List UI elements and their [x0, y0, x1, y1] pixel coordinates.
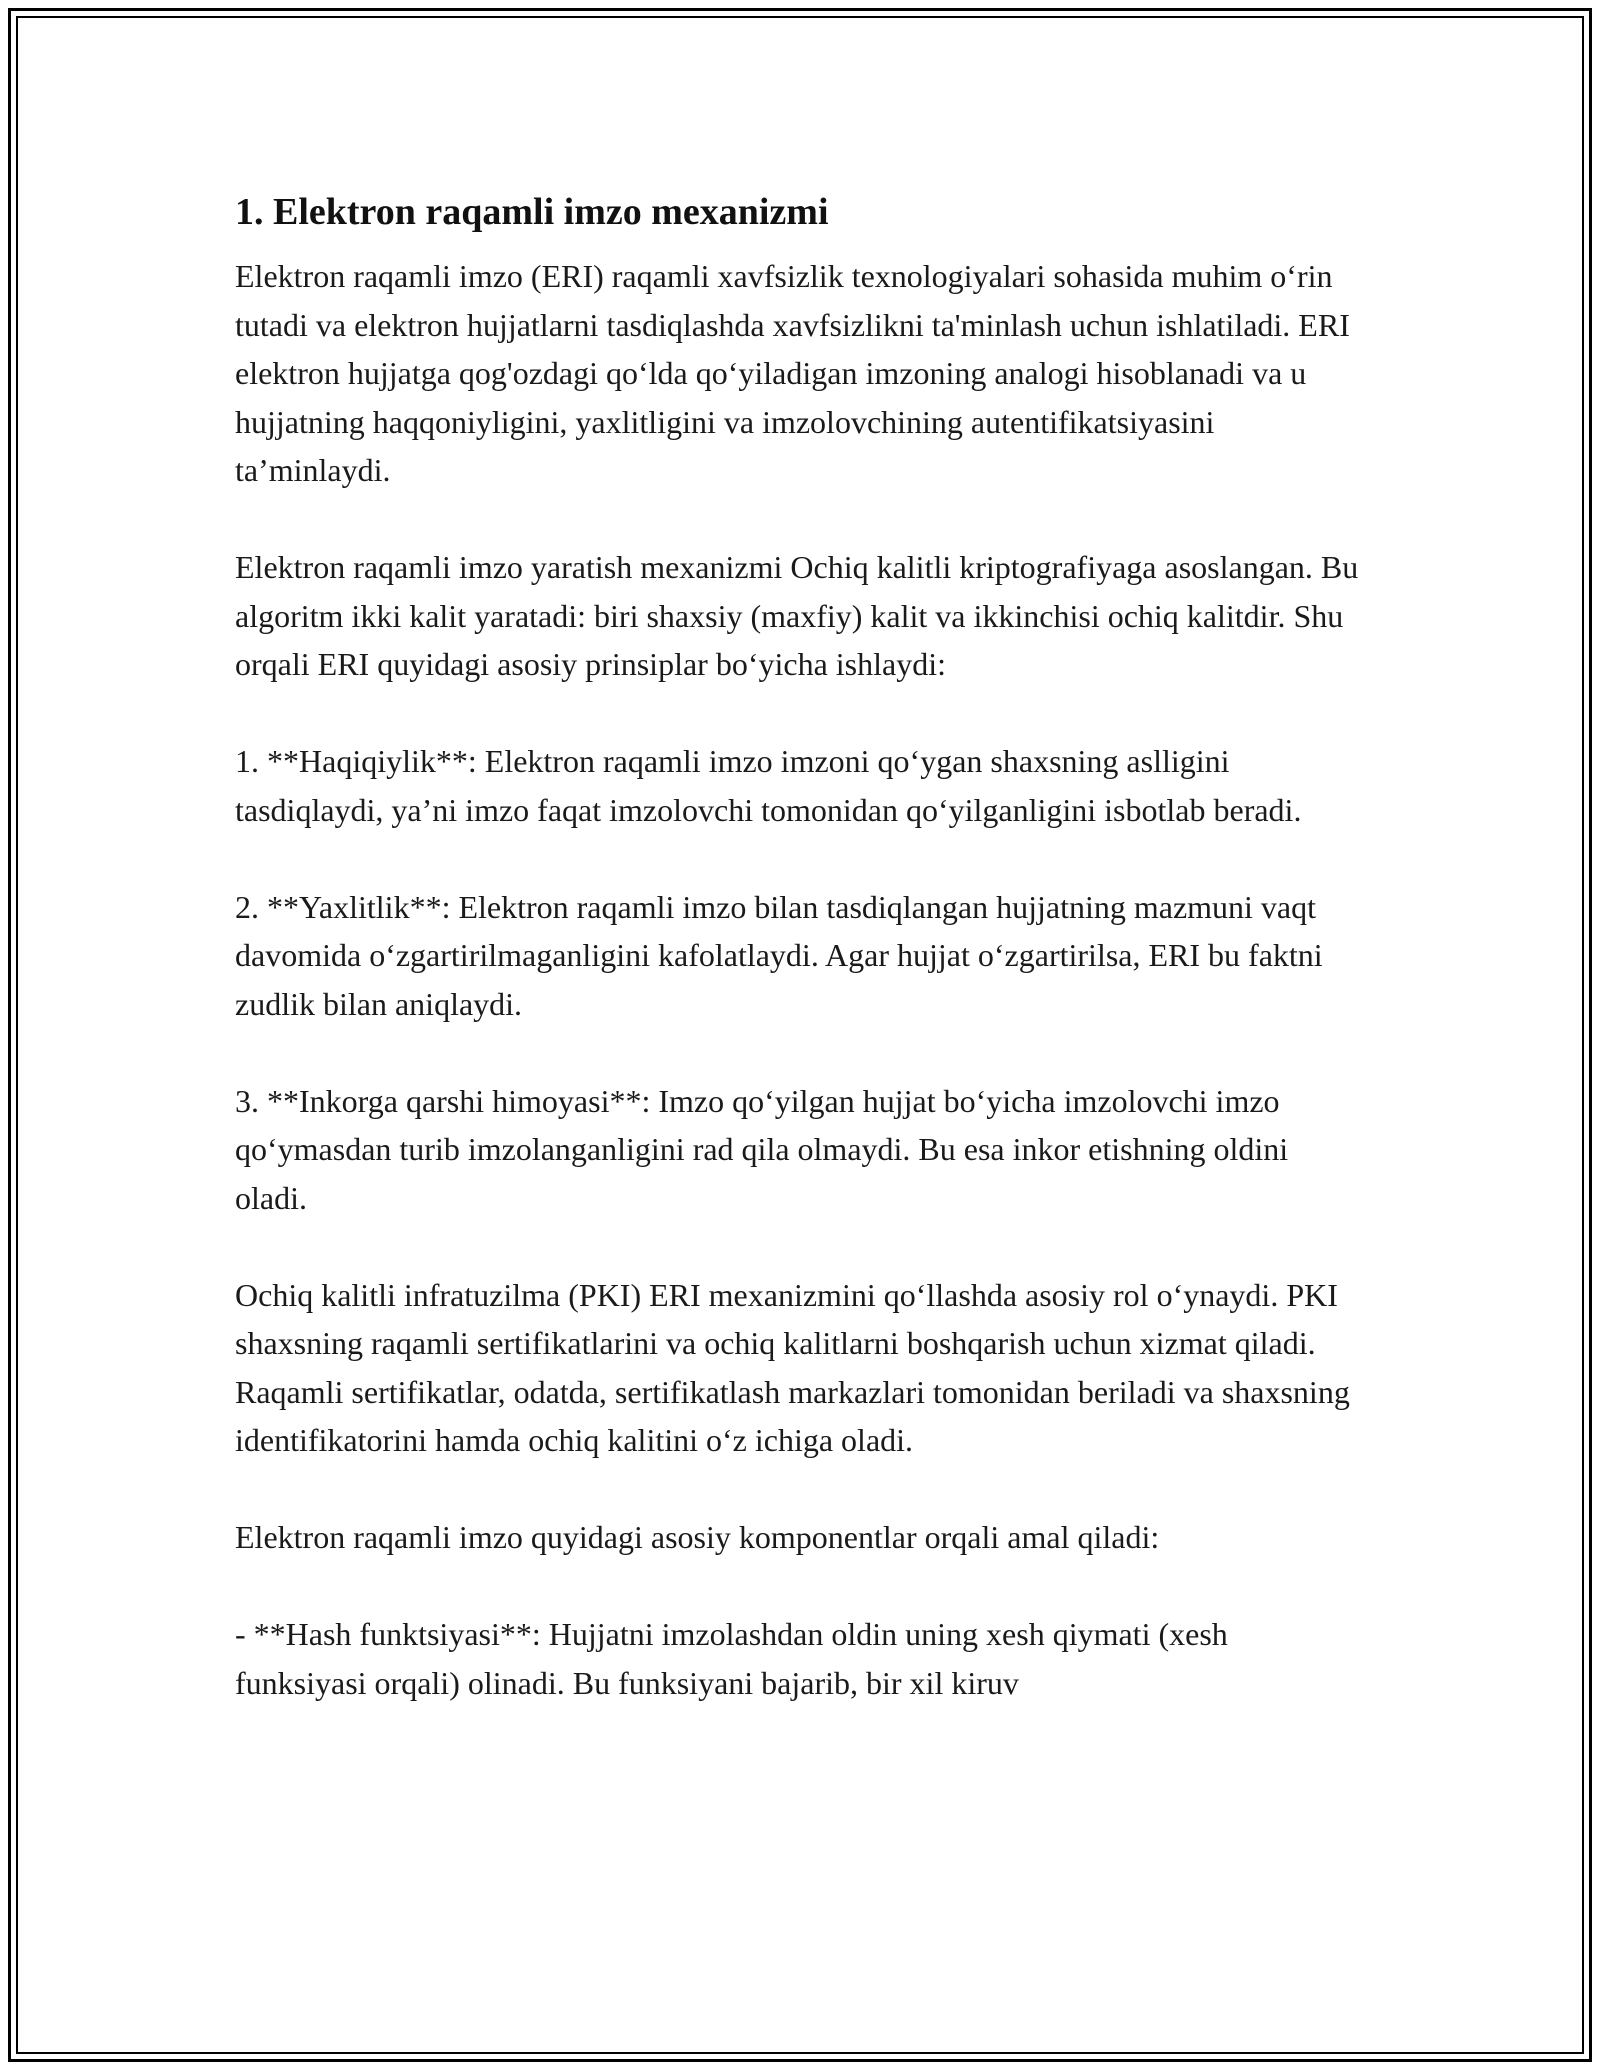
paragraph-components-intro: Elektron raqamli imzo quyidagi asosiy komponentlar orqali amal qiladi: — [235, 1519, 1160, 1555]
paragraph-hash-function: - **Hash funktsiyasi**: Hujjatni imzolashdan oldin uning xesh qiymati (xesh funksiyasi orqali) olinadi. Bu funksiyani bajarib, bir xil kiruv — [235, 1616, 1228, 1701]
document-body — [235, 184, 1365, 1707]
section-heading: 1. Elektron raqamli imzo mexanizmi — [235, 191, 829, 233]
paragraph-pki: Ochiq kalitli infratuzilma (PKI) ERI mexanizmini qo‘llashda asosiy rol o‘ynaydi. PKI shaxsning raqamli sertifikatlarini va ochiq kalitlarni boshqarish uchun xizmat qiladi. Raqamli sertifikatlar, odatda, sertifikatlash markazlari tomonidan beriladi va shaxsning identifikatorini hamda ochiq kalitini o‘z ichiga oladi. — [235, 1276, 1350, 1458]
paragraph-mechanism: Elektron raqamli imzo yaratish mexanizmi Ochiq kalitli kriptografiyaga asoslangan. Bu algoritm ikki kalit yaratadi: biri shaxsiy (maxfiy) kalit va ikkinchisi ochiq kalitdir. Shu orqali ERI quyidagi asosiy prinsiplar bo‘yicha ishlaydi: — [235, 549, 1359, 682]
paragraph-principle-non-repudiation: 3. **Inkorga qarshi himoyasi**: Imzo qo‘yilgan hujjat bo‘yicha imzolovchi imzo qo‘ymasdan turib imzolanganligini rad qila olmaydi. Bu esa inkor etishning oldini oladi. — [235, 1082, 1289, 1216]
paragraph-principle-integrity: 2. **Yaxlitlik**: Elektron raqamli imzo bilan tasdiqlangan hujjatning mazmuni vaqt davomida o‘zgartirilmaganligini kafolatlaydi. Agar hujjat o‘zgartirilsa, ERI bu faktni zudlik bilan aniqlaydi. — [235, 888, 1323, 1022]
paragraph-eri-intro: Elektron raqamli imzo (ERI) raqamli xavfsizlik texnologiyalari sohasida muhim o‘rin tutadi va elektron hujjatlarni tasdiqlashda xavfsizlikni ta'minlash uchun ishlatiladi. ERI elektron hujjatga qog'ozdagi qo‘lda qo‘yiladigan imzoning analogi hisoblanadi va u hujjatning haqqoniyligini, yaxlitligini va imzolovchining autentifikatsiyasini ta’minlaydi. — [235, 258, 1350, 488]
paragraph-principle-authenticity: 1. **Haqiqiylik**: Elektron raqamli imzo imzoni qo‘ygan shaxsning aslligini tasdiqlaydi, ya’ni imzo faqat imzolovchi tomonidan qo‘yilganligini isbotlab beradi. — [235, 743, 1302, 828]
